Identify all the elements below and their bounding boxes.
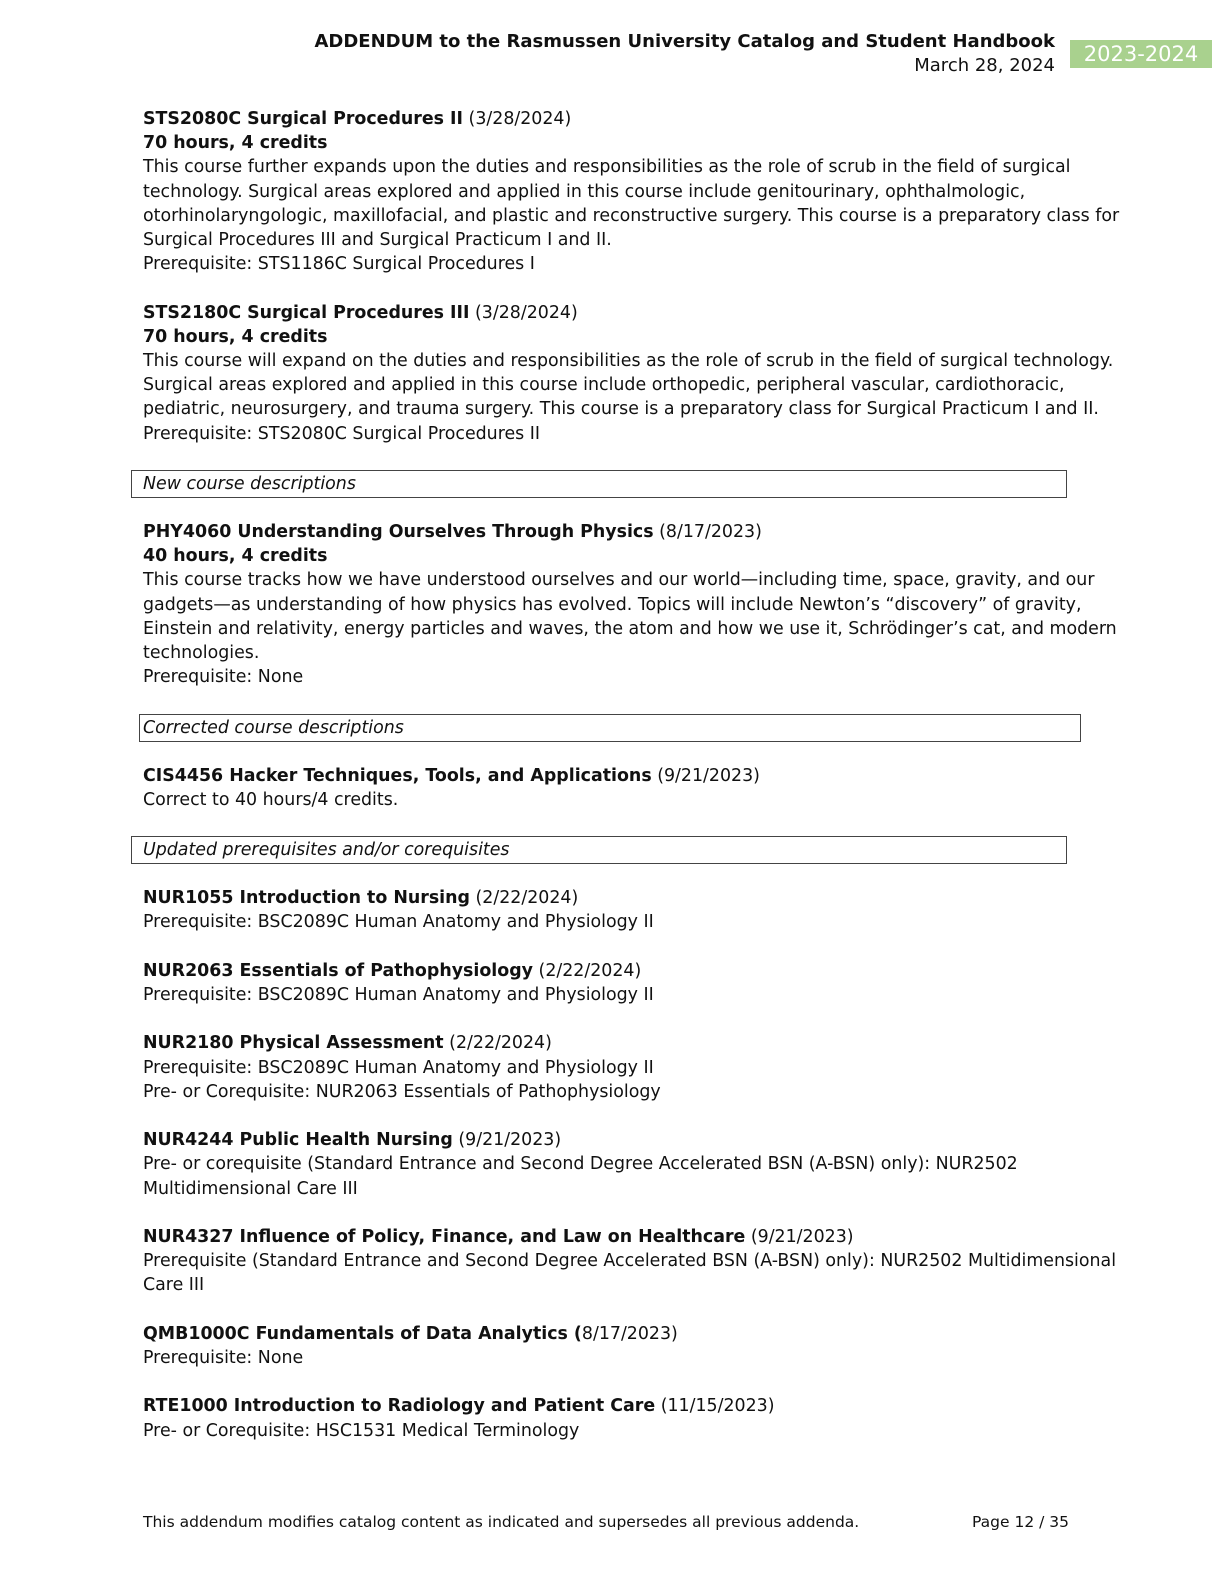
course-requisite-line: Prerequisite: None	[143, 1348, 304, 1368]
course-description-line: gadgets—as understanding of how physics has evolved. Topics will include Newton’s “discovery” of gravity,	[143, 594, 1082, 615]
course-entry	[143, 1322, 1083, 1370]
course-hours: 70 hours, 4 credits	[143, 133, 328, 154]
course-description-line: technology. Surgical areas explored and applied in this course include genitourinary, ophthalmologic,	[143, 181, 1026, 202]
course-title: NUR2180 Physical Assessment	[143, 1033, 444, 1054]
course-date: (3/28/2024)	[469, 302, 578, 323]
course-title: QMB1000C Fundamentals of Data Analytics (	[143, 1323, 582, 1344]
section-header-updated-prereqs: Updated prerequisites and/or corequisites	[131, 836, 1067, 864]
year-badge: 2023-2024	[1070, 40, 1212, 68]
course-date: (3/28/2024)	[463, 109, 572, 129]
course-title: NUR4327 Influence of Policy, Finance, and Law on Healthcare	[143, 1227, 746, 1247]
course-description-line: Einstein and relativity, energy particles and waves, the atom and how we use it, Schrödinger’s cat, and modern	[143, 618, 1117, 639]
course-correction-note: Correct to 40 hours/4 credits.	[143, 789, 399, 810]
course-date: (9/21/2023)	[745, 1227, 854, 1247]
course-date: 8/17/2023)	[581, 1323, 678, 1344]
course-entry	[143, 1394, 1083, 1442]
course-requisite-line: Pre- or Corequisite: HSC1531 Medical Terminology	[143, 1420, 580, 1441]
course-entry	[143, 764, 1083, 812]
course-requisite-line: Pre- or Corequisite: NUR2063 Essentials of Pathophysiology	[143, 1081, 661, 1102]
course-date: (2/22/2024)	[533, 960, 642, 981]
course-requisite-line: Multidimensional Care III	[143, 1178, 358, 1199]
course-prerequisite: Prerequisite: STS1186C Surgical Procedures I	[143, 254, 535, 275]
course-requisite-line: Pre- or corequisite (Standard Entrance and Second Degree Accelerated BSN (A-BSN) only): NUR2502	[143, 1154, 1018, 1175]
course-description-line: pediatric, neurosurgery, and trauma surgery. This course is a preparatory class for Surgical Practicum I and II.	[143, 399, 1099, 420]
course-description-line: technologies.	[143, 643, 260, 664]
course-title: PHY4060 Understanding Ourselves Through Physics	[143, 522, 654, 543]
course-description-line: otorhinolaryngologic, maxillofacial, and plastic and reconstructive surgery. This course is a preparatory class for	[143, 205, 1120, 226]
course-description-line: This course tracks how we have understood ourselves and our world—including time, space, gravity, and our	[143, 570, 1095, 591]
course-description-line: This course further expands upon the duties and responsibilities as the role of scrub in the field of surgical	[143, 157, 1071, 178]
course-hours: 40 hours, 4 credits	[143, 546, 328, 567]
course-requisite-line: Care III	[143, 1275, 205, 1296]
course-entry	[143, 959, 1083, 1007]
course-title: CIS4456 Hacker Techniques, Tools, and Applications	[143, 765, 652, 786]
course-hours: 70 hours, 4 credits	[143, 326, 328, 347]
course-entry	[143, 520, 1117, 689]
course-description-line: This course will expand on the duties and responsibilities as the role of scrub in the field of surgical technology.	[143, 351, 1114, 372]
footer-note: This addendum modifies catalog content as indicated and supersedes all previous addenda.	[143, 1513, 860, 1531]
course-entry	[143, 301, 1114, 446]
course-description-line: Surgical Procedures III and Surgical Practicum I and II.	[143, 230, 612, 251]
course-entry	[143, 1128, 1083, 1201]
course-entry	[143, 1225, 1117, 1298]
course-title: STS2080C Surgical Procedures II	[143, 109, 464, 129]
course-entry	[143, 886, 1083, 934]
course-prerequisite: Prerequisite: STS2080C Surgical Procedures II	[143, 423, 541, 444]
course-date: (9/21/2023)	[452, 1130, 562, 1151]
course-title: NUR2063 Essentials of Pathophysiology	[143, 960, 533, 981]
course-title: RTE1000 Introduction to Radiology and Patient Care	[143, 1396, 656, 1417]
course-entry	[143, 1031, 1083, 1104]
course-prerequisite: Prerequisite: None	[143, 667, 304, 688]
section-header-new-courses: New course descriptions	[131, 470, 1067, 498]
course-requisite-line: Prerequisite: BSC2089C Human Anatomy and Physiology II	[143, 912, 654, 933]
section-header-corrected-courses: Corrected course descriptions	[139, 714, 1081, 742]
course-date: (9/21/2023)	[651, 765, 760, 786]
course-title: NUR4244 Public Health Nursing	[143, 1130, 453, 1151]
document-body	[143, 107, 1120, 1467]
course-description-line: Surgical areas explored and applied in this course include orthopedic, peripheral vascular, cardiothoracic,	[143, 375, 1065, 396]
course-date: (2/22/2024)	[469, 888, 579, 909]
course-entry	[143, 107, 1120, 276]
course-requisite-line: Prerequisite: BSC2089C Human Anatomy and Physiology II	[143, 985, 654, 1006]
course-date: (8/17/2023)	[653, 522, 762, 543]
header-title: ADDENDUM to the Rasmussen University Catalog and Student Handbook	[314, 31, 1055, 52]
course-requisite-line: Prerequisite: BSC2089C Human Anatomy and Physiology II	[143, 1057, 654, 1078]
course-requisite-line: Prerequisite (Standard Entrance and Second Degree Accelerated BSN (A-BSN) only): NUR2502 Multidimensional	[143, 1251, 1117, 1272]
course-date: (2/22/2024)	[443, 1033, 552, 1054]
header-date: March 28, 2024	[914, 55, 1055, 76]
course-title: STS2180C Surgical Procedures III	[143, 302, 470, 323]
course-date: (11/15/2023)	[655, 1396, 775, 1417]
course-title: NUR1055 Introduction to Nursing	[143, 888, 470, 909]
page-number: Page 12 / 35	[972, 1513, 1069, 1531]
